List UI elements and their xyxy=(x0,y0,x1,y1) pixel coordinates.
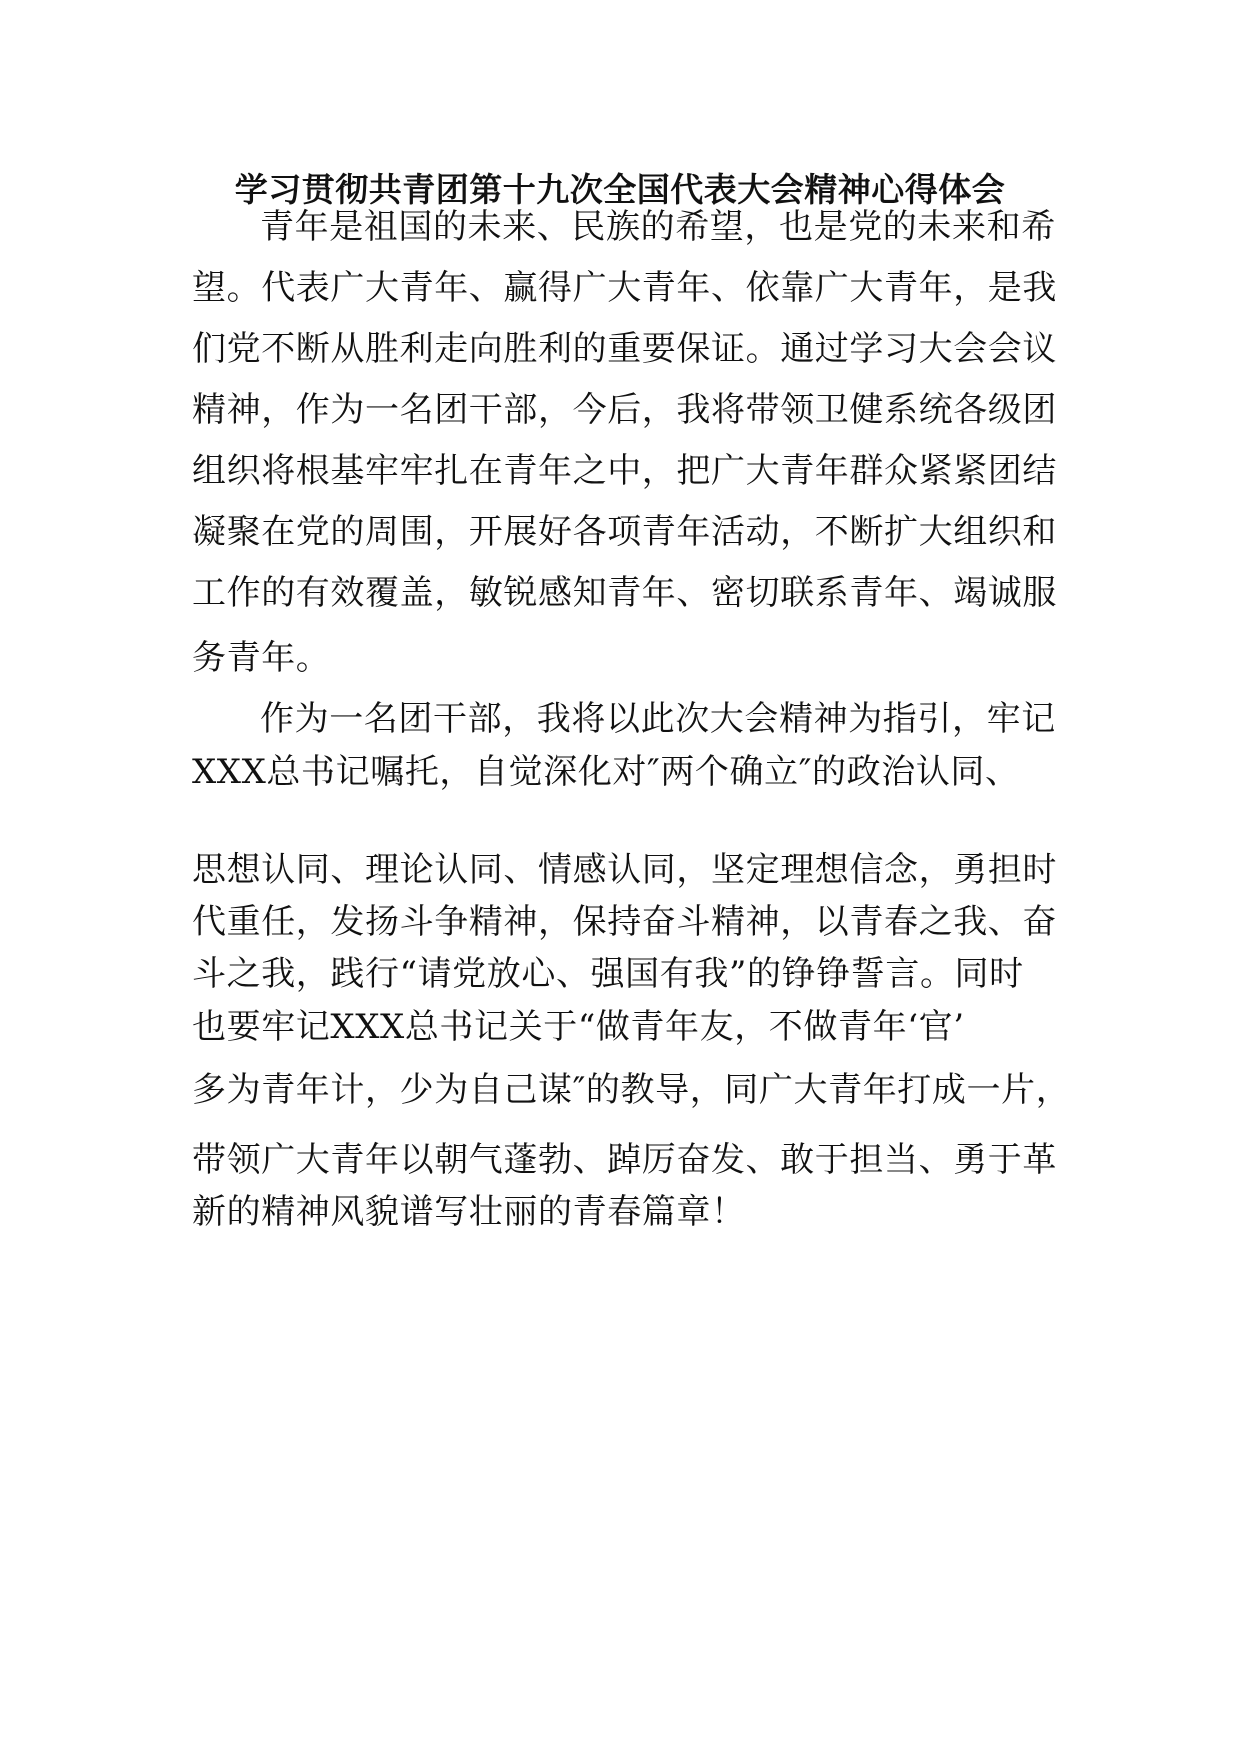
paragraph-1-line-3: 们党不断从胜利走向胜利的重要保证。通过学习大会会议 xyxy=(192,329,1057,369)
paragraph-1-line-2: 望。代表广大青年、赢得广大青年、依靠广大青年，是我 xyxy=(192,268,1057,308)
paragraph-1-line-4: 精神，作为一名团干部，今后，我将带领卫健系统各级团 xyxy=(192,390,1057,430)
document-title: 学习贯彻共青团第十九次全国代表大会精神心得体会 xyxy=(234,170,1006,209)
paragraph-2-line-6: 也要牢记XXX总书记关于“做青年友，不做青年‘官’ xyxy=(192,1007,965,1047)
paragraph-2-line-5: 斗之我，践行“请党放心、强国有我”的铮铮誓言。同时 xyxy=(192,954,1024,994)
paragraph-1-line-7: 工作的有效覆盖，敏锐感知青年、密切联系青年、竭诚服 xyxy=(192,573,1057,613)
paragraph-2-line-3: 思想认同、理论认同、情感认同，坚定理想信念，勇担时 xyxy=(192,850,1057,890)
paragraph-2-line-4: 代重任，发扬斗争精神，保持奋斗精神，以青春之我、奋 xyxy=(192,902,1057,942)
paragraph-2-line-8: 带领广大青年以朝气蓬勃、踔厉奋发、敢于担当、勇于革 xyxy=(192,1140,1057,1180)
paragraph-2-line-9: 新的精神风貌谱写壮丽的青春篇章！ xyxy=(192,1192,746,1232)
paragraph-1-line-8: 务青年。 xyxy=(192,638,331,678)
paragraph-1-line-5: 组织将根基牢牢扎在青年之中，把广大青年群众紧紧团结 xyxy=(192,451,1057,491)
paragraph-1-line-1: 青年是祖国的未来、民族的希望，也是党的未来和希 xyxy=(260,207,1056,247)
paragraph-1-line-6: 凝聚在党的周围，开展好各项青年活动，不断扩大组织和 xyxy=(192,512,1057,552)
paragraph-2-line-7: 多为青年计，少为自己谋″的教导，同广大青年打成一片， xyxy=(192,1070,1071,1110)
paragraph-2-line-2: XXX总书记嘱托，自觉深化对″两个确立″的政治认同、 xyxy=(192,752,1020,792)
paragraph-2-line-1: 作为一名团干部，我将以此次大会精神为指引，牢记 xyxy=(260,699,1056,739)
